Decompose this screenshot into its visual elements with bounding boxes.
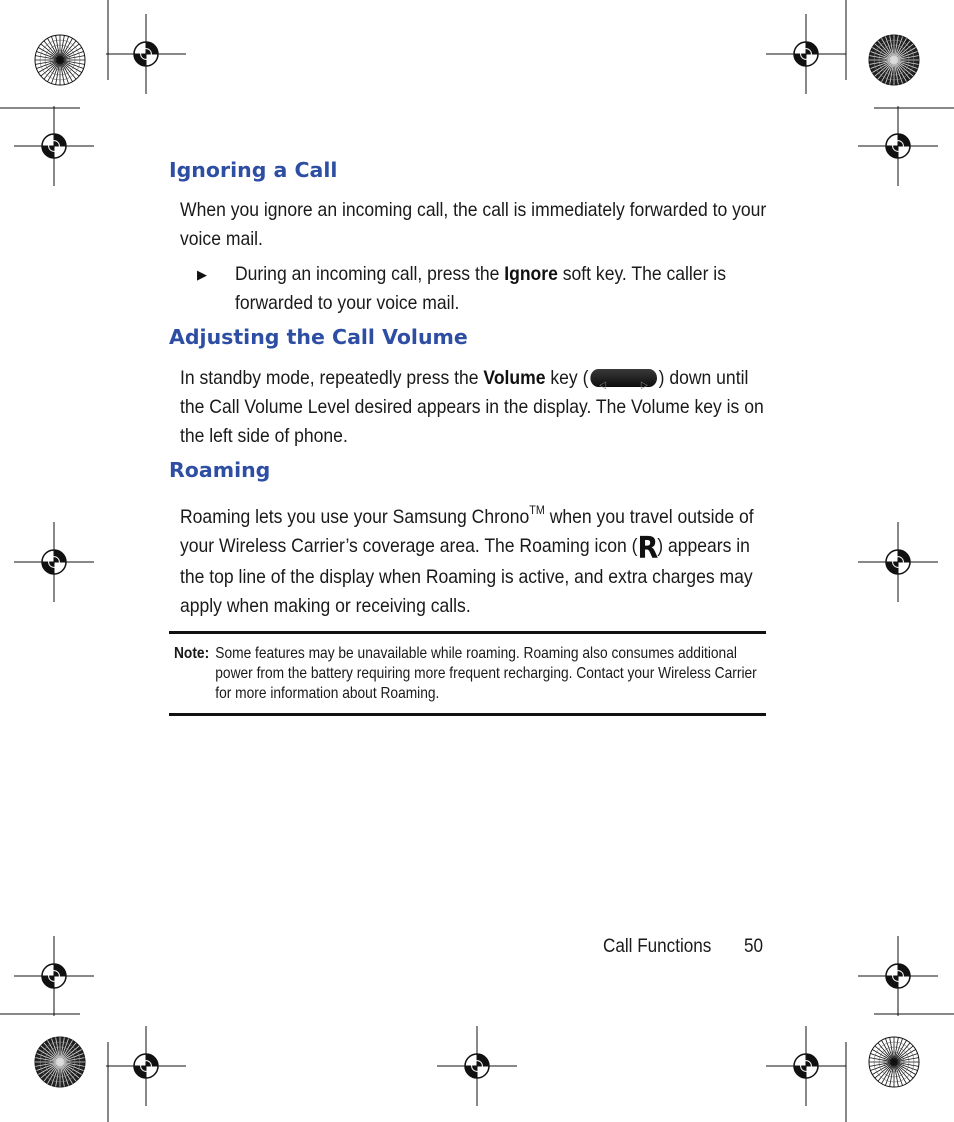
ignore-key-label: Ignore [504, 263, 558, 285]
note-top-rule [169, 631, 766, 634]
roaming-body-prefix: Roaming lets you use your Samsung Chrono [180, 506, 530, 528]
heading-adjusting-call-volume: Adjusting the Call Volume [169, 325, 468, 349]
ignoring-body-text: When you ignore an incoming call, the call is immediately forwarded to your voice mail. [180, 199, 767, 250]
roaming-body [180, 496, 756, 621]
note-label: Note: [174, 645, 210, 662]
ignoring-step-prefix: During an incoming call, press the [235, 263, 500, 285]
page-number: 50 [744, 936, 764, 957]
footer-section-title: Call Functions [603, 936, 712, 957]
heading-ignoring-a-call: Ignoring a Call [169, 158, 338, 182]
volume-body-suffix: ) down until the Call Volume Level desired appears in the display. The Volume key is on the left side of phone. [180, 367, 764, 447]
volume-key-icon: ◁ ▷ [590, 369, 657, 387]
ignoring-step [235, 260, 775, 318]
volume-key-label: Volume [483, 367, 546, 389]
trademark-symbol: TM [529, 503, 545, 517]
volume-key-word: key ( [550, 367, 589, 389]
ignoring-step-suffix: soft key. The caller is forwarded to your voice mail. [235, 263, 726, 314]
note-text: Some features may be unavailable while roaming. Roaming also consumes additional power from the battery requiring more frequent recharging. Contact your Wireless Carrier for more information about Roaming. [215, 645, 757, 702]
note-bottom-rule [169, 713, 766, 716]
ignoring-body [180, 196, 774, 254]
heading-roaming: Roaming [169, 458, 271, 482]
roaming-body-suffix: ) appears in the top line of the display when Roaming is active, and extra charges may apply when making or receiving calls. [180, 535, 753, 617]
volume-body-prefix: In standby mode, repeatedly press the [180, 367, 479, 389]
roaming-body-middle: when you travel outside of your Wireless Carrier’s coverage area. The Roaming icon ( [180, 506, 754, 557]
roaming-icon: R [637, 531, 659, 566]
volume-body [180, 364, 774, 451]
play-arrow-icon: ▶ [197, 268, 207, 283]
